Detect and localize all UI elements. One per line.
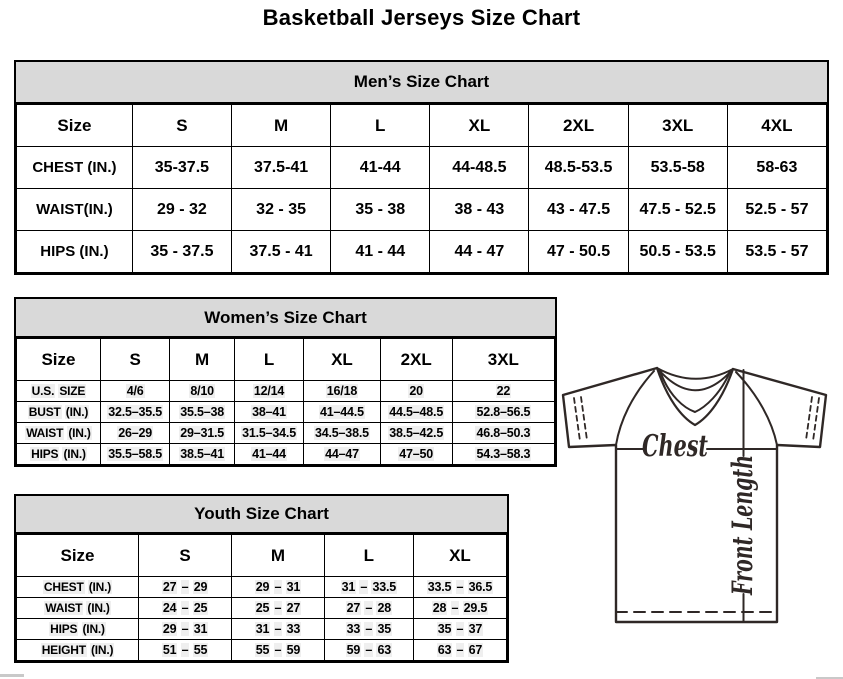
table-cell: 35 – 37 [413, 619, 506, 640]
table-cell: 44 - 47 [430, 231, 529, 273]
column-header: M [232, 535, 325, 577]
youth-header-row [17, 535, 507, 577]
column-header: M [170, 339, 235, 381]
jersey-measurement-diagram [550, 355, 843, 679]
table-cell: 27 – 28 [324, 598, 413, 619]
table-row [17, 189, 827, 231]
row-label: CHEST (IN.) [17, 147, 133, 189]
table-row [17, 444, 555, 465]
table-cell: 33.5 – 36.5 [413, 577, 506, 598]
table-cell: 38.5–41 [170, 444, 235, 465]
table-row [17, 423, 555, 444]
table-row [17, 147, 827, 189]
table-cell: 16/18 [304, 381, 380, 402]
chest-label: Chest [642, 429, 709, 464]
column-header: XL [430, 105, 529, 147]
table-row [17, 619, 507, 640]
womens-size-chart [14, 297, 557, 467]
column-header: M [232, 105, 331, 147]
table-cell: 32.5–35.5 [100, 402, 169, 423]
table-cell: 26–29 [100, 423, 169, 444]
table-row [17, 598, 507, 619]
scrollbar-fragment-left[interactable] [0, 674, 24, 677]
youth-chart-title-bar: Youth Size Chart [16, 496, 507, 534]
row-label: U.S. SIZE [17, 381, 101, 402]
table-cell: 35.5–38 [170, 402, 235, 423]
table-cell: 41–44 [234, 444, 303, 465]
column-header: 3XL [628, 105, 727, 147]
table-cell: 35 - 38 [331, 189, 430, 231]
column-header: S [100, 339, 169, 381]
table-cell: 63 – 67 [413, 640, 506, 661]
mens-chart-title-bar: Men’s Size Chart [16, 62, 827, 104]
table-cell: 35 - 37.5 [132, 231, 231, 273]
page-title: Basketball Jerseys Size Chart [262, 5, 581, 30]
mens-header-row [17, 105, 827, 147]
womens-size-table [16, 338, 555, 465]
youth-size-chart [14, 494, 509, 663]
row-label: WAIST(IN.) [17, 189, 133, 231]
table-cell: 55 – 59 [232, 640, 325, 661]
table-cell: 29 – 31 [139, 619, 232, 640]
table-cell: 20 [380, 381, 452, 402]
table-cell: 53.5 - 57 [727, 231, 826, 273]
table-row [17, 402, 555, 423]
row-label: HEIGHT (IN.) [17, 640, 139, 661]
table-cell: 24 – 25 [139, 598, 232, 619]
table-cell: 44.5–48.5 [380, 402, 452, 423]
table-cell: 25 – 27 [232, 598, 325, 619]
table-cell: 52.5 - 57 [727, 189, 826, 231]
row-label: WAIST (IN.) [17, 598, 139, 619]
vneck-inner [660, 371, 730, 412]
table-row [17, 231, 827, 273]
table-cell: 22 [452, 381, 554, 402]
table-cell: 12/14 [234, 381, 303, 402]
table-cell: 38.5–42.5 [380, 423, 452, 444]
table-cell: 44–47 [304, 444, 380, 465]
row-label: HIPS (IN.) [17, 444, 101, 465]
vneck-outer [657, 368, 733, 425]
mens-size-chart [14, 60, 829, 275]
womens-chart-title-bar: Women’s Size Chart [16, 299, 555, 338]
column-header: S [132, 105, 231, 147]
table-cell: 48.5-53.5 [529, 147, 628, 189]
table-cell: 47 - 50.5 [529, 231, 628, 273]
table-cell: 47.5 - 52.5 [628, 189, 727, 231]
column-header: 2XL [380, 339, 452, 381]
youth-size-table [16, 534, 507, 661]
table-cell: 8/10 [170, 381, 235, 402]
table-row [17, 577, 507, 598]
table-cell: 34.5–38.5 [304, 423, 380, 444]
table-cell: 32 - 35 [232, 189, 331, 231]
mens-size-table [16, 104, 827, 273]
table-cell: 41–44.5 [304, 402, 380, 423]
table-cell: 38–41 [234, 402, 303, 423]
table-cell: 38 - 43 [430, 189, 529, 231]
column-header: XL [304, 339, 380, 381]
table-cell: 35.5–58.5 [100, 444, 169, 465]
table-row [17, 381, 555, 402]
table-cell: 27 – 29 [139, 577, 232, 598]
column-header: 2XL [529, 105, 628, 147]
table-cell: 31 – 33.5 [324, 577, 413, 598]
table-cell: 47–50 [380, 444, 452, 465]
table-cell: 50.5 - 53.5 [628, 231, 727, 273]
table-cell: 41 - 44 [331, 231, 430, 273]
row-label: HIPS (IN.) [17, 231, 133, 273]
column-header: 3XL [452, 339, 554, 381]
row-label: HIPS (IN.) [17, 619, 139, 640]
column-header: Size [17, 339, 101, 381]
row-label: WAIST (IN.) [17, 423, 101, 444]
column-header: L [324, 535, 413, 577]
table-cell: 29 - 32 [132, 189, 231, 231]
row-label: CHEST (IN.) [17, 577, 139, 598]
table-cell: 53.5-58 [628, 147, 727, 189]
table-cell: 59 – 63 [324, 640, 413, 661]
column-header: L [234, 339, 303, 381]
table-cell: 35-37.5 [132, 147, 231, 189]
table-cell: 52.8–56.5 [452, 402, 554, 423]
table-cell: 51 – 55 [139, 640, 232, 661]
table-cell: 28 – 29.5 [413, 598, 506, 619]
column-header: L [331, 105, 430, 147]
table-cell: 58-63 [727, 147, 826, 189]
column-header: Size [17, 105, 133, 147]
table-cell: 37.5-41 [232, 147, 331, 189]
table-cell: 46.8–50.3 [452, 423, 554, 444]
table-cell: 44-48.5 [430, 147, 529, 189]
front-length-label: Front Length [726, 388, 759, 595]
column-header: S [139, 535, 232, 577]
column-header: 4XL [727, 105, 826, 147]
table-cell: 54.3–58.3 [452, 444, 554, 465]
table-cell: 43 - 47.5 [529, 189, 628, 231]
table-cell: 33 – 35 [324, 619, 413, 640]
table-cell: 37.5 - 41 [232, 231, 331, 273]
jersey-outline [563, 368, 826, 622]
table-cell: 31.5–34.5 [234, 423, 303, 444]
table-cell: 4/6 [100, 381, 169, 402]
row-label: BUST (IN.) [17, 402, 101, 423]
table-cell: 29–31.5 [170, 423, 235, 444]
womens-header-row [17, 339, 555, 381]
table-cell: 31 – 33 [232, 619, 325, 640]
column-header: XL [413, 535, 506, 577]
column-header: Size [17, 535, 139, 577]
table-cell: 29 – 31 [232, 577, 325, 598]
table-row [17, 640, 507, 661]
table-cell: 41-44 [331, 147, 430, 189]
